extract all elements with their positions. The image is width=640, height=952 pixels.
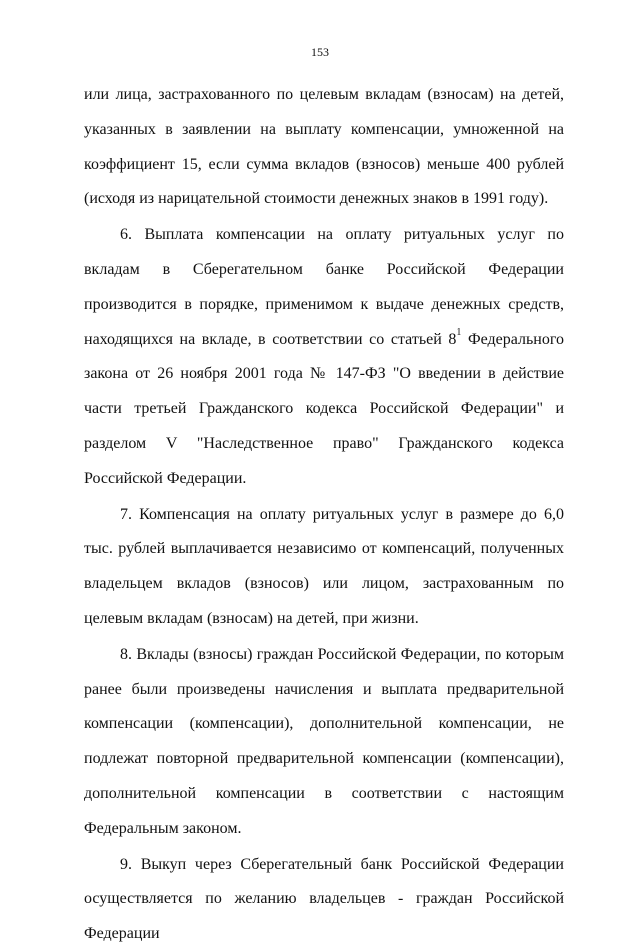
article-superscript: 1 [456, 327, 462, 339]
paragraph-7: 7. Компенсация на оплату ритуальных услуг в размере до 6,0 тыс. рублей выплачивается независимо от компенсаций, полученных владельцем вкладов (взносов) или лицом, застрахованным по целевым вкладам (взносам) на детей, при жизни. [84, 505, 564, 627]
paragraph-9: 9. Выкуп через Сберегательный банк Российской Федерации осуществляется по желанию владельцев - граждан Российской Федерации [84, 855, 564, 943]
page-number: 153 [311, 45, 329, 59]
paragraph-6-text-start: 6. Выплата компенсации на оплату ритуальных услуг по вкладам в Сберегательном банке Российской Федерации производится в порядке, применимом к выдаче денежных средств, находящихся на вкладе, в соответствии со статьей 8 [84, 226, 564, 348]
paragraph-6-text-end: Федерального закона от 26 ноября 2001 года № 147-ФЗ "О введении в действие части третьей Гражданского кодекса Российской Федерации" и разделом V "Наследственное право" Гражданского кодекса Российской Федерации. [84, 330, 564, 487]
paragraph-continuation: или лица, застрахованного по целевым вкладам (взносам) на детей, указанных в заявлении на выплату компенсации, умноженной на коэффициент 15, если сумма вкладов (взносов) меньше 400 рублей (исходя из нарицательной стоимости денежных знаков в 1991 году). [84, 86, 564, 208]
body-text [84, 78, 564, 952]
paragraph-8: 8. Вклады (взносы) граждан Российской Федерации, по которым ранее были произведены начисления и выплата предварительной компенсации (компенсации), дополнительной компенсации, не подлежат повторной предварительной компенсации (компенсации), дополнительной компенсации в соответствии с настоящим Федеральным законом. [84, 645, 564, 837]
paragraph-6 [84, 218, 564, 496]
